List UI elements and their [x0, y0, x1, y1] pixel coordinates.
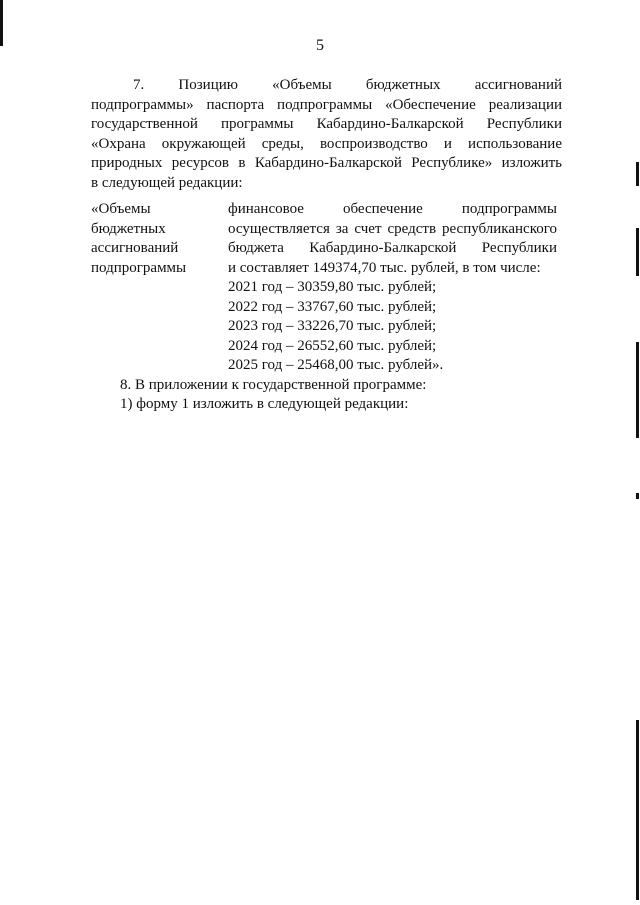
item-7-line: природных ресурсов в Кабардино-Балкарской Республике» изложить — [91, 155, 562, 171]
item-7-line: подпрограммы» паспорта подпрограммы «Обеспечение реализации — [91, 96, 562, 113]
label-line: бюджетных — [91, 220, 166, 237]
item-7-line: в следующей редакции: — [91, 174, 243, 191]
scan-edge-mark-right-2 — [636, 228, 639, 276]
item-7-line: «Охрана окружающей среды, воспроизводство и использование — [91, 135, 562, 152]
scan-edge-mark-right-4 — [636, 493, 639, 499]
page-number: 5 — [316, 37, 324, 54]
value-line: бюджета Кабардино-Балкарской Республики — [228, 240, 557, 256]
document-body — [91, 76, 562, 415]
value-line: и составляет 149374,70 тыс. рублей, в том числе: — [228, 259, 541, 276]
label-line: ассигнований — [91, 240, 179, 256]
scan-edge-mark-right-1 — [636, 162, 639, 186]
item-7-line: государственной программы Кабардино-Балкарской Республики — [91, 116, 562, 132]
budget-table-label-cell — [91, 200, 228, 376]
scan-edge-mark-right-5 — [636, 720, 639, 900]
scan-edge-mark-right-3 — [636, 342, 639, 438]
year-amount-line: 2022 год – 33767,60 тыс. рублей; — [228, 298, 437, 315]
item-8-line: 8. В приложении к государственной программе: — [120, 376, 427, 393]
label-line: «Объемы — [91, 201, 151, 217]
year-amount-line: 2024 год – 26552,60 тыс. рублей; — [228, 337, 437, 354]
budget-table-value-cell — [228, 200, 557, 376]
budget-table — [91, 200, 562, 376]
item-7-paragraph — [91, 76, 562, 193]
year-amount-line: 2023 год – 33226,70 тыс. рублей; — [228, 318, 437, 334]
value-line: осуществляется за счет средств республиканского — [228, 220, 557, 237]
item-8-subitem-1: 1) форму 1 изложить в следующей редакции: — [120, 396, 409, 412]
year-amount-line: 2021 год – 30359,80 тыс. рублей; — [228, 279, 437, 295]
value-line: финансовое обеспечение подпрограммы — [228, 201, 557, 217]
item-7-line: 7. Позицию «Объемы бюджетных ассигнований — [133, 77, 562, 93]
year-amount-line: 2025 год – 25468,00 тыс. рублей». — [228, 357, 444, 373]
label-line: подпрограммы — [91, 259, 187, 276]
